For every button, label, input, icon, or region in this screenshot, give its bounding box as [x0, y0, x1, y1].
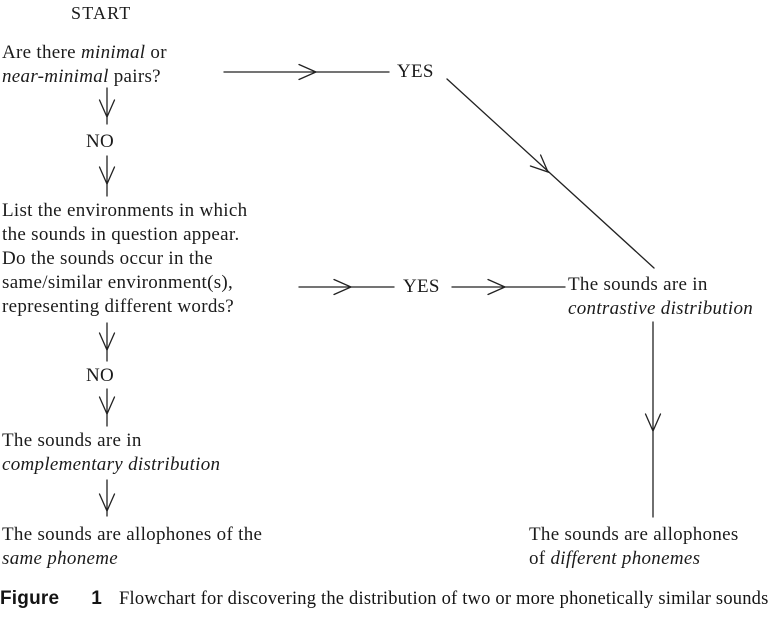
allophones-diff-line1: The sounds are allophones: [529, 524, 739, 545]
question-environments-line1: List the environments in which: [2, 200, 248, 221]
no-label-top: NO: [86, 131, 115, 152]
arrow-yes-to-contrastive-node: [452, 280, 565, 295]
arrow-no-to-q2: [100, 156, 115, 196]
question-environments-line4: same/similar environment(s),: [2, 272, 234, 293]
figure-caption-label: Figure: [0, 588, 60, 609]
figure-caption-text: Flowchart for discovering the distribution of two or more phonetically similar sounds: [119, 589, 769, 609]
arrow-contrastive-to-different: [646, 322, 661, 517]
contrastive-line2: contrastive distribution: [568, 298, 754, 319]
yes-label-mid: YES: [403, 276, 440, 297]
start-label: START: [71, 3, 132, 23]
question-environments-line2: the sounds in question appear.: [2, 224, 240, 245]
figure-caption-number: 1: [91, 588, 103, 609]
question-minimal-pairs: [2, 41, 167, 89]
arrow-no-to-complementary: [100, 389, 115, 426]
question-minimal-pairs-line1: Are there minimal or: [2, 42, 167, 63]
arrow-complementary-to-same: [100, 480, 115, 516]
yes-label-top: YES: [397, 61, 434, 82]
arrow-q2-to-yes: [299, 280, 394, 295]
arrow-q1-to-no: [100, 88, 115, 124]
no-label-mid: NO: [86, 365, 115, 386]
node-allophones-different-phonemes: [529, 523, 739, 571]
allophones-diff-line2: of different phonemes: [529, 548, 701, 569]
arrow-q2-to-no: [100, 323, 115, 361]
node-contrastive-distribution: [568, 273, 753, 321]
node-complementary-distribution: [2, 429, 220, 477]
allophones-same-line1: The sounds are allophones of the: [2, 524, 263, 545]
arrow-yes-to-contrastive: [447, 79, 654, 268]
arrow-q1-to-yes: [224, 65, 389, 80]
complementary-line1: The sounds are in: [2, 430, 142, 451]
allophones-same-line2: same phoneme: [2, 548, 118, 569]
question-environments-line3: Do the sounds occur in the: [2, 248, 213, 269]
question-environments-line5: representing different words?: [2, 296, 235, 317]
question-minimal-pairs-line2: near-minimal pairs?: [2, 66, 161, 87]
contrastive-line1: The sounds are in: [568, 274, 708, 295]
node-allophones-same-phoneme: [2, 523, 262, 571]
complementary-line2: complementary distribution: [2, 454, 221, 475]
figure-caption: [0, 585, 771, 613]
question-environments: [2, 199, 247, 319]
